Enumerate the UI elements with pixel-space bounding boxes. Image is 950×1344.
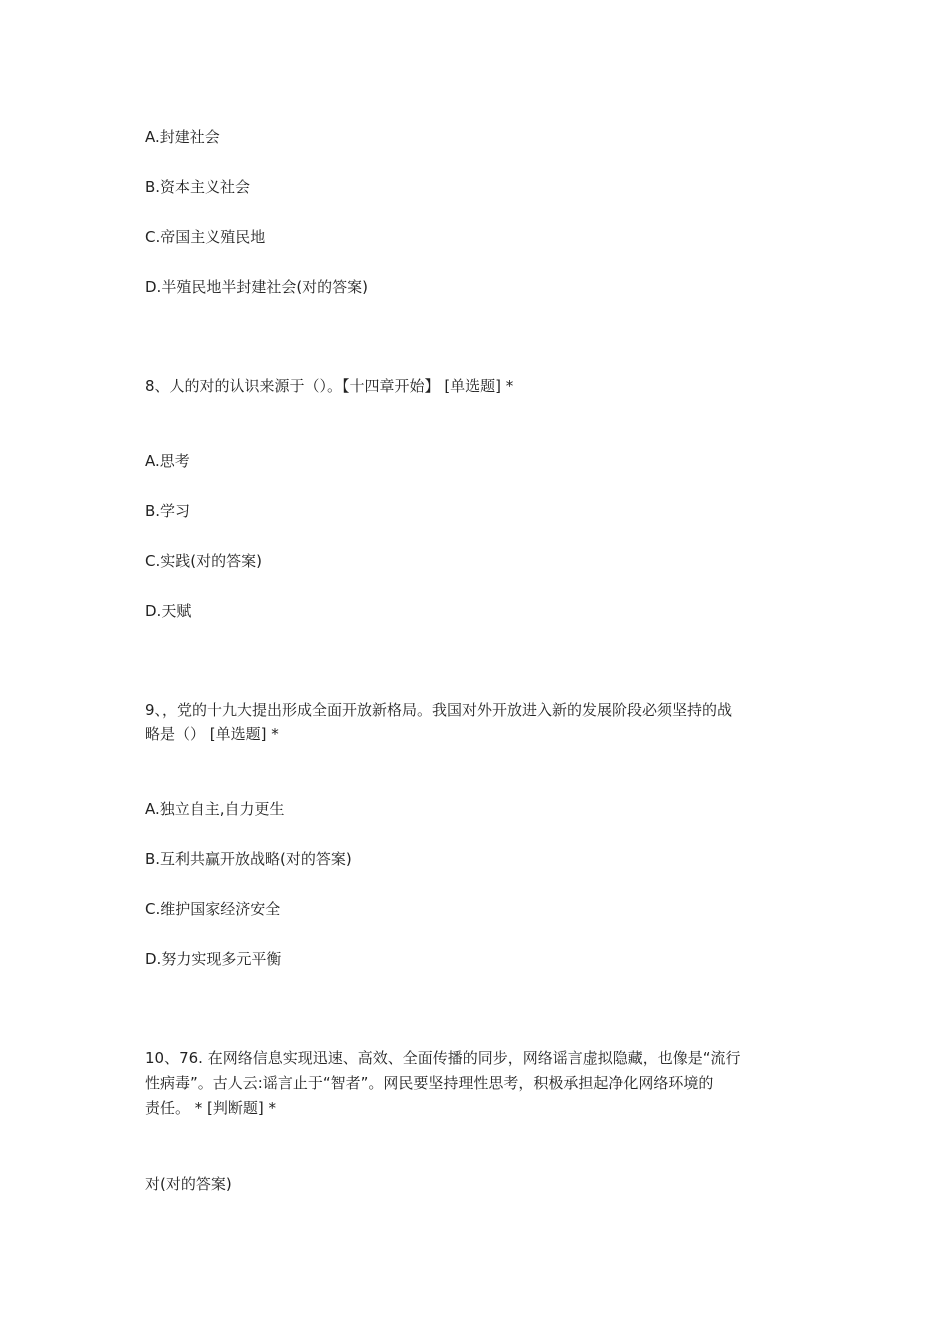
q8-option-c: C.实践(对的答案) [145, 552, 262, 570]
question-10-line-1: 10、76. 在网络信息实现迅速、高效、全面传播的同步，网络谣言虚拟隐藏，也像是“流行 [145, 1049, 741, 1067]
option-b: B.资本主义社会 [145, 178, 251, 196]
q9-option-b: B.互利共赢开放战略(对的答案) [145, 850, 352, 868]
q9-option-d: D.努力实现多元平衡 [145, 950, 282, 968]
option-c: C.帝国主义殖民地 [145, 228, 266, 246]
question-9-line-2: 略是（） [单选题] * [145, 725, 279, 743]
question-8: 8、人的对的认识来源于（）。【十四章开始】 [单选题] * [145, 377, 514, 395]
q9-option-c: C.维护国家经济安全 [145, 900, 281, 918]
option-d: D.半殖民地半封建社会(对的答案) [145, 278, 369, 296]
q10-answer: 对(对的答案) [145, 1175, 232, 1193]
question-9-line-1: 9、，党的十九大提出形成全面开放新格局。我国对外开放进入新的发展阶段必须坚持的战 [145, 701, 733, 719]
question-10-line-2: 性病毒”。古人云:谣言止于“智者”。网民要坚持理性思考，积极承担起净化网络环境的 [145, 1074, 714, 1092]
q8-option-b: B.学习 [145, 502, 191, 520]
question-10-line-3: 责任。 * [判断题] * [145, 1099, 277, 1117]
q8-option-d: D.天赋 [145, 602, 192, 620]
q9-option-a: A.独立自主,自力更生 [145, 800, 285, 818]
q8-option-a: A.思考 [145, 452, 190, 470]
option-a: A.封建社会 [145, 128, 220, 146]
